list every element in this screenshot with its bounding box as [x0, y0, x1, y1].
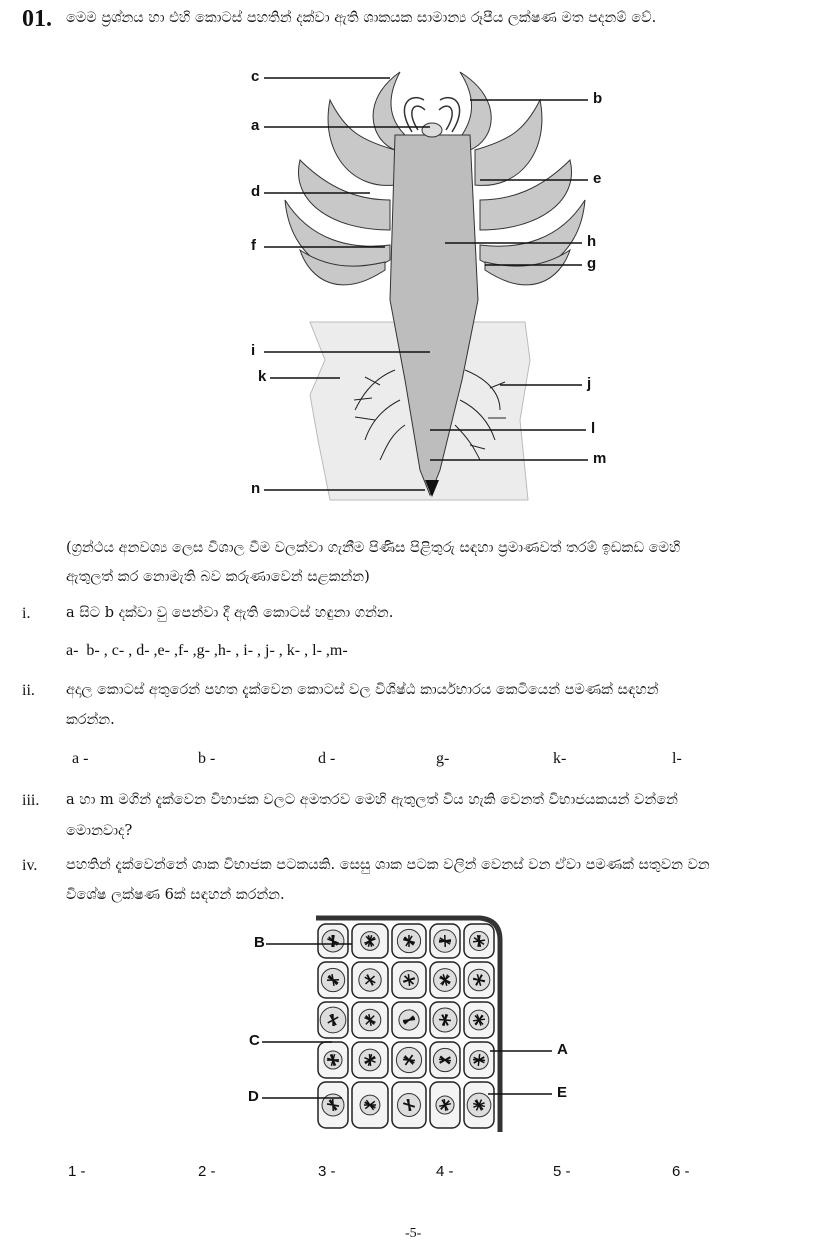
part-ii-answer-d: d - — [318, 750, 336, 767]
part-iv-answer-4: 4 - — [436, 1163, 454, 1180]
label-f: f — [251, 237, 256, 254]
part-i-text: a සිට b දක්වා වු පෙන්වා දී ඇති කොටස් හඳුනා ගන්න. — [66, 605, 394, 621]
part-iv-answer-1: 1 - — [68, 1163, 86, 1180]
part-ii-text-2: කරන්න. — [66, 712, 115, 728]
part-ii-answer-l: l- — [672, 750, 682, 767]
question-number: 01. — [22, 6, 52, 32]
part-ii-answer-a: a - — [72, 750, 89, 767]
part-iii-text-1: a හා m මගින් දැක්වෙන විභාජක වලට අමතරව මෙහි ඇතුලත් විය හැකි වෙනත් විභාජයකයන් වන්නේ — [66, 792, 678, 808]
label-d: d — [251, 183, 261, 200]
label-m: m — [593, 450, 607, 467]
label-h: h — [587, 233, 597, 250]
part-i-number: i. — [22, 605, 31, 622]
part-ii-answer-g: g- — [436, 750, 450, 767]
label-e: e — [593, 170, 602, 187]
label-j: j — [587, 375, 592, 392]
cell-label-E: E — [557, 1084, 568, 1101]
label-b: b — [593, 90, 603, 107]
part-iv-text-1: පහතින් දැක්වෙන්නේ ශාක විභාජක පටකයකි. සෙසු ශාක පටක වලින් වෙනස් වන ඒවා පමණක් සතුවන වන — [66, 857, 710, 873]
note-line-1: (ග්‍රන්ථය අනවශ්‍ය ලෙස විශාල වීම වලක්වා ගැනීම පිණිස පිළිතුරු සඳහා ප්‍රමාණවත් තරම් ඉඩකඩ මෙහි — [66, 540, 681, 556]
part-iii-text-2: මොනවාද? — [66, 823, 133, 839]
cell-label-C: C — [249, 1032, 260, 1049]
part-iv-answer-3: 3 - — [318, 1163, 336, 1180]
part-iv-answer-6: 6 - — [672, 1163, 690, 1180]
part-ii-number: ii. — [22, 682, 35, 699]
label-n: n — [251, 480, 261, 497]
part-iv-number: iv. — [22, 857, 38, 874]
label-c: c — [251, 68, 260, 85]
note-line-2: ඇතුලත් කර නොමැති බව කරුණාවෙන් සළකන්න) — [66, 569, 370, 585]
part-iv-text-2: විශේෂ ලක්ෂණ 6ක් සඳහන් කරන්න. — [66, 887, 285, 903]
part-iv-answer-5: 5 - — [553, 1163, 571, 1180]
cell-label-A: A — [557, 1041, 568, 1058]
part-i-answer-line: a- b- , c- , d- ,e- ,f- ,g- ,h- , i- , j- , k- , l- ,m- — [66, 642, 348, 659]
label-k: k — [258, 368, 267, 385]
part-ii-answer-k: k- — [553, 750, 567, 767]
label-a: a — [251, 117, 260, 134]
part-iv-answer-2: 2 - — [198, 1163, 216, 1180]
meristem-cell-diagram — [0, 900, 839, 1140]
part-ii-text-1: අදාල කොටස් අතුරෙන් පහත දැක්වෙන කොටස් වල විශිෂ්ඨ කාර්යභාරය කෙටියෙන් පමණක් සඳහන් — [66, 682, 659, 698]
cell-label-D: D — [248, 1088, 259, 1105]
cell-label-B: B — [254, 934, 265, 951]
page-number: -5- — [405, 1226, 422, 1241]
label-l: l — [591, 420, 596, 437]
question-intro: මෙම ප්‍රශ්නය හා එහි කොටස් පහතින් දක්වා ඇති ශාකයක සාමාන්‍ය රූපීය ලක්ෂණ මත පදනම් වේ. — [66, 10, 657, 26]
part-iii-number: iii. — [22, 792, 40, 809]
label-i: i — [251, 342, 256, 359]
label-g: g — [587, 255, 597, 272]
part-ii-answer-b: b - — [198, 750, 216, 767]
plant-diagram — [0, 0, 839, 520]
